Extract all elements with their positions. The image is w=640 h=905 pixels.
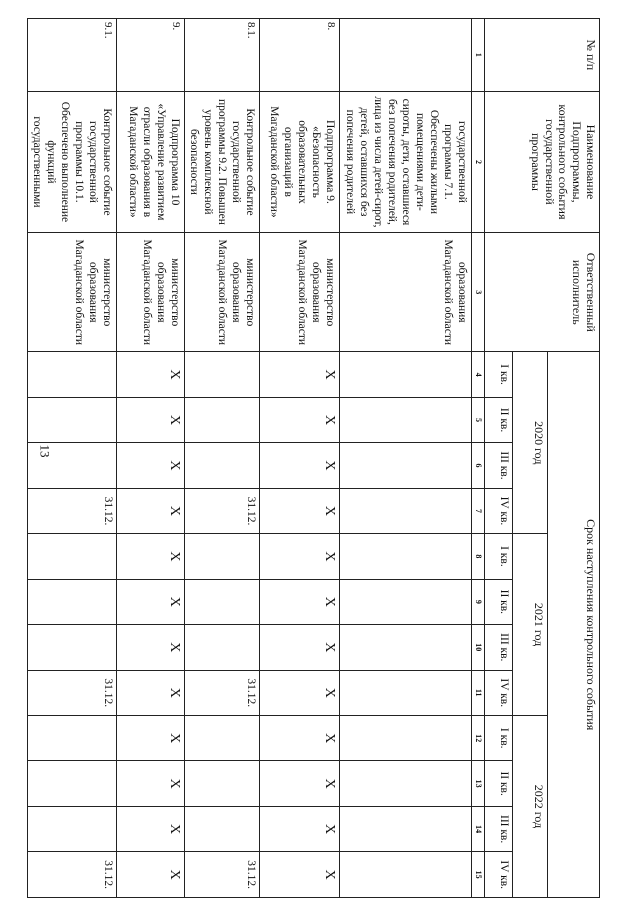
quarter-cell: 31.12. [184,852,259,898]
quarter-cell: X [260,579,340,624]
quarter-cell [27,443,116,488]
quarter-cell: X [260,625,340,670]
header-quarter: IV кв. [485,488,513,533]
header-quarter: IV кв. [485,670,513,715]
quarter-cell [184,625,259,670]
column-number: 4 [472,352,485,397]
quarter-cell [340,625,472,670]
column-number: 8 [472,534,485,579]
quarter-cell: 31.12. [27,852,116,898]
quarter-cell: 31.12. [27,488,116,533]
quarter-cell: X [116,761,184,806]
quarter-cell: X [260,670,340,715]
quarter-cell: X [116,670,184,715]
quarter-cell: X [260,852,340,898]
quarter-cell [184,443,259,488]
column-number: 7 [472,488,485,533]
quarter-cell [27,625,116,670]
quarter-cell: X [116,443,184,488]
column-number: 12 [472,715,485,760]
quarter-cell: 31.12. [184,488,259,533]
quarter-cell: X [260,443,340,488]
header-year-2022: 2022 год [513,715,548,897]
rotated-table-container [30,18,600,898]
row-name: Контрольное событие государственной программы 9.2. Повышен уровень комплексной безопасности [184,91,259,232]
quarter-cell [340,534,472,579]
quarter-cell [340,443,472,488]
quarter-cell: X [116,715,184,760]
quarter-cell: X [116,852,184,898]
quarter-cell [184,579,259,624]
row-executor: министерство образования Магаданской области [184,233,259,352]
quarter-cell [340,397,472,442]
quarter-cell: X [116,397,184,442]
column-number: 3 [472,233,485,352]
column-number: 10 [472,625,485,670]
header-executor: Ответственный исполнитель [485,233,600,352]
header-quarter: II кв. [485,761,513,806]
quarter-cell: X [116,488,184,533]
quarter-cell: X [116,806,184,851]
quarter-cell: X [116,579,184,624]
quarter-cell [27,534,116,579]
row-number: 9.1. [27,19,116,92]
page-number: 13 [37,444,53,458]
header-quarter: III кв. [485,806,513,851]
column-number: 6 [472,443,485,488]
row-number: 8. [260,19,340,92]
header-quarter: I кв. [485,534,513,579]
header-year-2021: 2021 год [513,534,548,716]
header-quarter: III кв. [485,625,513,670]
column-number: 9 [472,579,485,624]
quarter-cell [184,352,259,397]
quarter-cell [27,715,116,760]
column-number: 15 [472,852,485,898]
row-number: 8.1. [184,19,259,92]
header-year-2020: 2020 год [513,352,548,534]
row-name: Контрольное событие государственной программы 10.1. Обеспечено выполнение функций государственными [27,91,116,232]
header-name: Наименование Подпрограммы, контрольного события государственной программы [485,91,600,232]
row-name: Подпрограмма 10 «Управление развитием отрасли образования в Магаданской области» [116,91,184,232]
quarter-cell: 31.12. [27,670,116,715]
header-quarter: IV кв. [485,852,513,898]
row-executor: министерство образования Магаданской области [27,233,116,352]
row-name: Подпрограмма 9. «Безопасность образовательных организаций в Магаданской области» [260,91,340,232]
quarter-cell [340,761,472,806]
row-number: 9. [116,19,184,92]
table-row [184,19,259,898]
column-number: 2 [472,91,485,232]
quarter-cell: X [116,625,184,670]
quarter-cell: X [260,397,340,442]
quarter-cell [340,579,472,624]
quarter-cell [27,806,116,851]
quarter-cell [340,352,472,397]
quarter-cell [340,488,472,533]
quarter-cell [27,579,116,624]
header-quarter: I кв. [485,715,513,760]
quarter-cell [184,806,259,851]
row-number [340,19,472,92]
header-quarter: I кв. [485,352,513,397]
column-number: 11 [472,670,485,715]
quarter-cell [340,670,472,715]
table-row [27,19,116,898]
row-name: государственной программы 7.1. Обеспечены жилыми помещениями дети-сироты, дети, оставшиеся без попечения родителей, лица из числа детей-сирот, детей, оставшихся без попечения родителей [340,91,472,232]
header-num: № п/п [485,19,600,92]
header-quarter: III кв. [485,443,513,488]
quarter-cell [27,352,116,397]
header-quarter: II кв. [485,397,513,442]
column-number-row [472,19,485,898]
control-events-table [27,18,600,898]
quarter-cell [27,761,116,806]
quarter-cell [340,852,472,898]
quarter-cell: 31.12. [184,670,259,715]
row-executor: министерство образования Магаданской области [116,233,184,352]
table-row [116,19,184,898]
quarter-cell [184,397,259,442]
quarter-cell: X [260,715,340,760]
column-number: 13 [472,761,485,806]
column-number: 1 [472,19,485,92]
header-term: Срок наступления контрольного события [548,352,600,898]
table-row [340,19,472,898]
quarter-cell: X [260,488,340,533]
quarter-cell: X [116,534,184,579]
row-executor: образования Магаданской области [340,233,472,352]
quarter-cell: X [260,806,340,851]
column-number: 14 [472,806,485,851]
quarter-cell [27,397,116,442]
quarter-cell [184,715,259,760]
quarter-cell [340,806,472,851]
quarter-cell [340,715,472,760]
quarter-cell: X [260,761,340,806]
quarter-cell: X [260,534,340,579]
column-number: 5 [472,397,485,442]
quarter-cell: X [260,352,340,397]
row-executor: министерство образования Магаданской области [260,233,340,352]
quarter-cell [184,534,259,579]
quarter-cell: X [116,352,184,397]
table-row [260,19,340,898]
quarter-cell [184,761,259,806]
header-quarter: II кв. [485,579,513,624]
